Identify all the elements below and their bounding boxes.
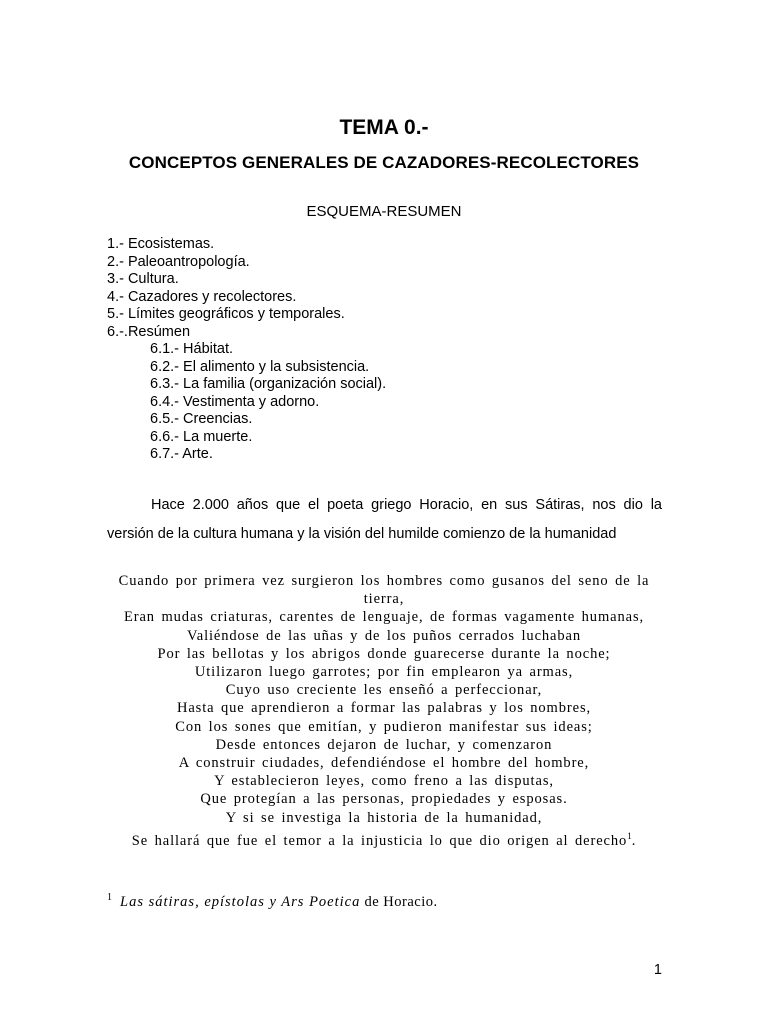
document-subtitle: CONCEPTOS GENERALES DE CAZADORES-RECOLECTORES [128,153,640,172]
outline-subitem: 6.7.- Arte. [150,446,213,462]
outline-item: 6.-.Resúmen [107,323,191,340]
poem-line: Hasta que aprendieron a formar las palabras y los nombres, [176,700,592,717]
outline-subitem: 6.5.- Creencias. [150,411,253,427]
footnote [107,892,667,911]
outline-item: 1.- Ecosistemas. [107,236,215,252]
poem-line: Con los sones que emitían, y pudieron manifestar sus ideas; [175,718,593,735]
footnote-suffix: de Horacio. [360,893,438,910]
poem-line: Desde entonces dejaron de luchar, y comenzaron [215,736,553,753]
outline-item: 3.- Cultura. [107,271,179,287]
outline-item: 2.- Paleoantropología. [107,253,250,270]
outline-subitem: 6.6.- La muerte. [150,428,253,445]
document-title: TEMA 0.- [339,116,429,139]
poem-last-line: Se hallará que fue el temor a la injusticia lo que dio origen al derecho$^1$. [131,830,637,849]
poem-line: Y si se investiga la historia de la humanidad, [225,809,543,826]
poem-line: Cuyo uso creciente les enseñó a perfeccionar, [225,682,543,699]
footnote-work-title: Las sátiras, epístolas y Ars Poetica [120,893,361,910]
poem-line: Valiéndose de las uñas y de los puños cerrados luchaban [186,627,582,644]
outline-list [107,236,667,464]
poem-line: A construir ciudades, defendiéndose el hombre del hombre, [178,755,590,772]
outline-item: 5.- Límites geográficos y temporales. [107,306,345,322]
footnote-marker: 1 [107,892,112,903]
poem [100,572,668,850]
poem-line: Cuando por primera vez surgieron los hombres como gusanos del seno de la tierra, [118,573,650,608]
outline-subitem: 6.2.- El alimento y la subsistencia. [150,358,370,375]
section-heading: ESQUEMA-RESUMEN [306,203,462,220]
outline-subitem: 6.1.- Hábitat. [150,341,234,357]
poem-line: Y establecieron leyes, como freno a las disputas, [214,773,554,790]
outline-subitem: 6.4.- Vestimenta y adorno. [150,393,320,410]
poem-line: Por las bellotas y los abrigos donde guarecerse durante la noche; [157,645,611,662]
poem-line: Se hallará que fue el temor a la injusticia lo que dio origen al derecho [131,832,628,849]
outline-item: 4.- Cazadores y recolectores. [107,288,297,305]
outline-subitem: 6.3.- La familia (organización social). [150,376,387,392]
poem-line: Eran mudas criaturas, carentes de lenguaje, de formas vagamente humanas, [123,609,645,626]
footnote-reference: 1 [627,830,632,841]
intro-paragraph: Hace 2.000 años que el poeta griego Horacio, en sus Sátiras, nos dio la versión de la cultura humana y la visión del humilde comienzo de la humanidad [107,497,662,542]
page-number: 1 [653,962,662,978]
poem-line: Que protegían a las personas, propiedades y esposas. [200,791,568,808]
poem-line: Utilizaron luego garrotes; por fin emplearon ya armas, [194,664,574,681]
